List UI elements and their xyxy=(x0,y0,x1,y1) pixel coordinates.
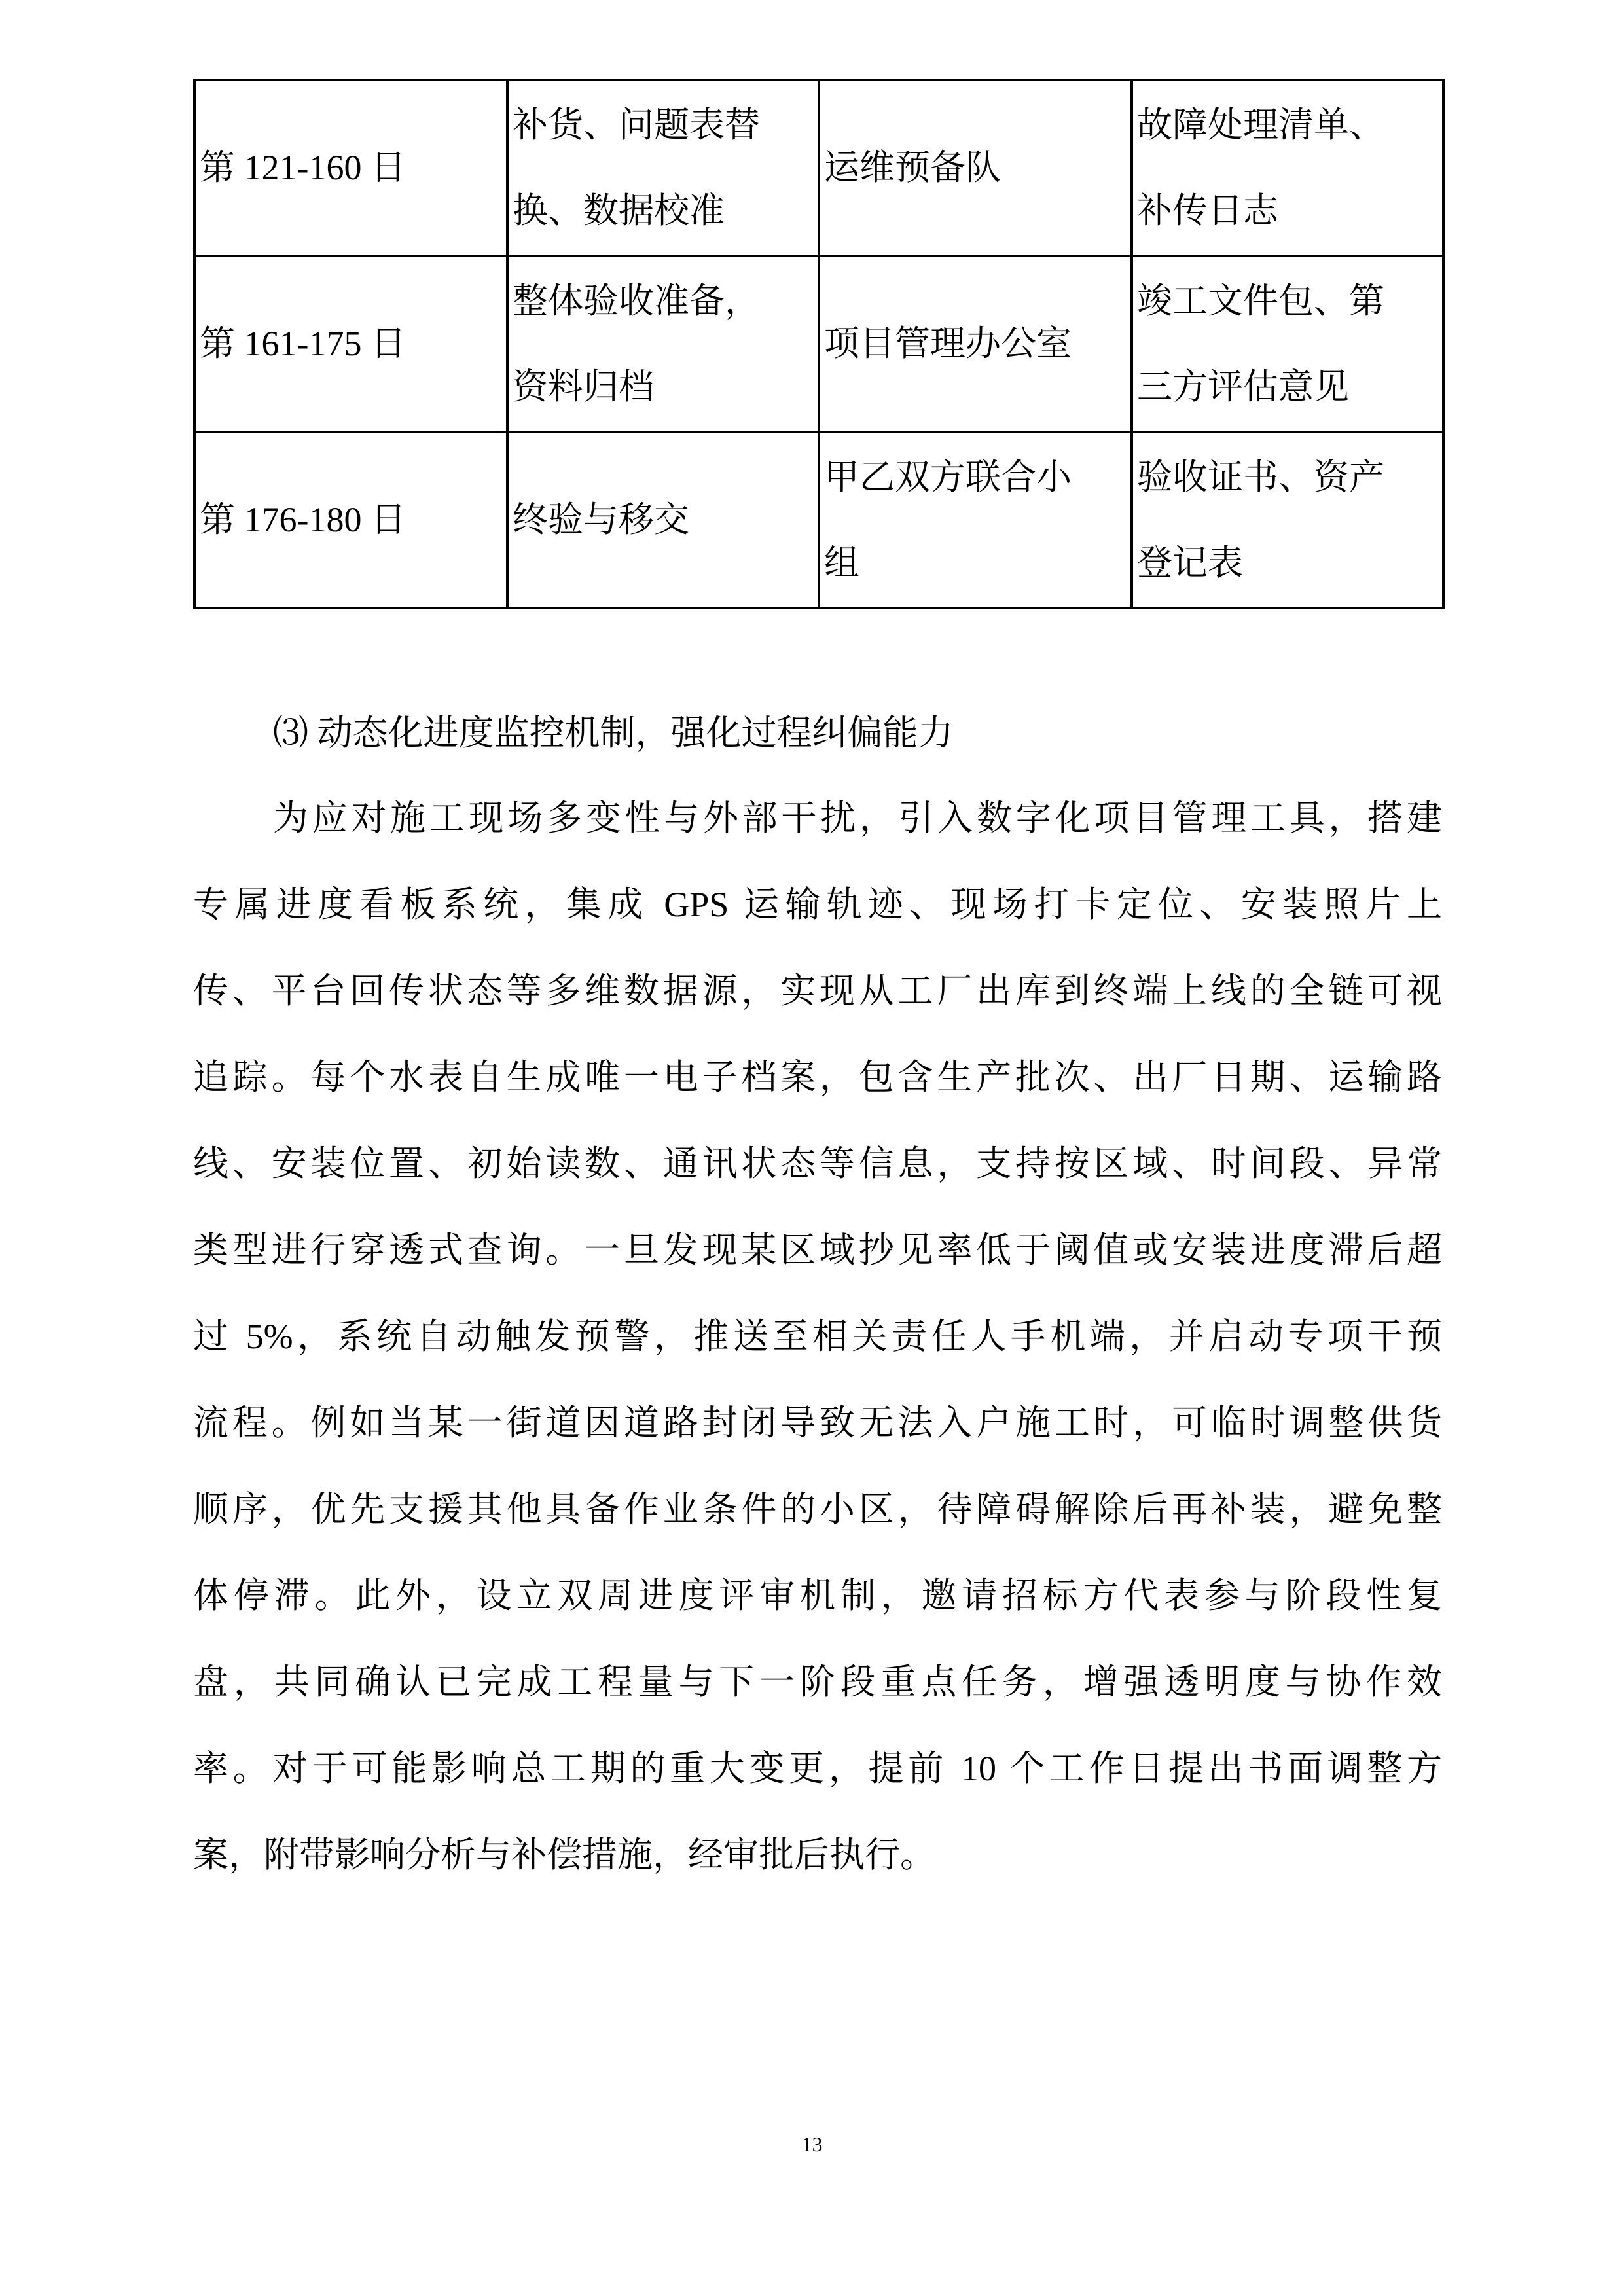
cell-text-line: 换、数据校准 xyxy=(513,190,725,230)
output-cell xyxy=(1132,256,1443,432)
paragraph-line: 专属进度看板系统，集成 GPS 运输轨迹、现场打卡定位、安装照片上 xyxy=(193,885,1442,924)
cell-text-line: 验收证书、资产 xyxy=(1137,457,1384,497)
cell-text-line: 甲乙双方联合小 xyxy=(824,457,1072,497)
cell-text-line: 整体验收准备， xyxy=(513,281,760,321)
paragraph-line: 过 5%，系统自动触发预警，推送至相关责任人手机端，并启动专项干预 xyxy=(193,1317,1442,1356)
team-cell xyxy=(819,432,1132,608)
cell-text-line: 第 161-175 日 xyxy=(200,324,406,363)
paragraph-line: 体停滞。此外，设立双周进度评审机制，邀请招标方代表参与阶段性复 xyxy=(193,1576,1442,1615)
paragraph-line: 盘，共同确认已完成工程量与下一阶段重点任务，增强透明度与协作效 xyxy=(193,1662,1442,1702)
cell-text-line: 项目管理办公室 xyxy=(824,324,1072,363)
paragraph-line: 类型进行穿透式查询。一旦发现某区域抄见率低于阈值或安装进度滞后超 xyxy=(193,1230,1442,1270)
output-cell xyxy=(1132,432,1443,608)
page-number: 13 xyxy=(801,2132,823,2156)
paragraph-line: 流程。例如当某一街道因道路封闭导致无法入户施工时，可临时调整供货 xyxy=(193,1403,1442,1443)
team-cell xyxy=(819,256,1132,432)
paragraph-line: 顺序，优先支援其他具备作业条件的小区，待障碍解除后再补装，避免整 xyxy=(193,1490,1442,1529)
cell-text-line: 运维预备队 xyxy=(824,148,1001,187)
task-cell xyxy=(507,432,819,608)
cell-text-line: 补货、问题表替 xyxy=(513,105,760,145)
task-cell xyxy=(507,80,819,256)
cell-text-line: 故障处理清单、 xyxy=(1137,105,1384,145)
cell-text-line: 第 121-160 日 xyxy=(200,148,406,187)
table-row xyxy=(194,256,1443,432)
paragraph-line: 线、安装位置、初始读数、通讯状态等信息，支持按区域、时间段、异常 xyxy=(193,1144,1442,1183)
period-cell xyxy=(194,432,507,608)
paragraph-line: 为应对施工现场多变性与外部干扰，引入数字化项目管理工具，搭建 xyxy=(273,798,1442,838)
table-row xyxy=(194,432,1443,608)
task-cell xyxy=(507,256,819,432)
paragraph-line: 率。对于可能影响总工期的重大变更，提前 10 个工作日提出书面调整方 xyxy=(193,1749,1442,1788)
period-cell xyxy=(194,256,507,432)
cell-text-line: 三方评估意见 xyxy=(1137,367,1349,406)
cell-text-line: 终验与移交 xyxy=(513,500,689,539)
schedule-table xyxy=(193,79,1445,609)
cell-text-line: 登记表 xyxy=(1137,543,1243,583)
paragraph-line: 传、平台回传状态等多维数据源，实现从工厂出库到终端上线的全链可视 xyxy=(193,971,1442,1011)
team-cell xyxy=(819,80,1132,256)
body-paragraph xyxy=(193,792,1442,1915)
period-cell xyxy=(194,80,507,256)
cell-text-line: 资料归档 xyxy=(513,367,654,406)
cell-text-line: 组 xyxy=(824,543,859,583)
paragraph-line: 追踪。每个水表自生成唯一电子档案，包含生产批次、出厂日期、运输路 xyxy=(193,1058,1442,1097)
output-cell xyxy=(1132,80,1443,256)
section-heading: ⑶ 动态化进度监控机制，强化过程纠偏能力 xyxy=(273,713,954,753)
cell-text-line: 竣工文件包、第 xyxy=(1137,281,1384,321)
cell-text-line: 补传日志 xyxy=(1137,190,1278,230)
table-row xyxy=(194,80,1443,256)
paragraph-line: 案，附带影响分析与补偿措施，经审批后执行。 xyxy=(193,1835,935,1874)
cell-text-line: 第 176-180 日 xyxy=(200,500,406,539)
